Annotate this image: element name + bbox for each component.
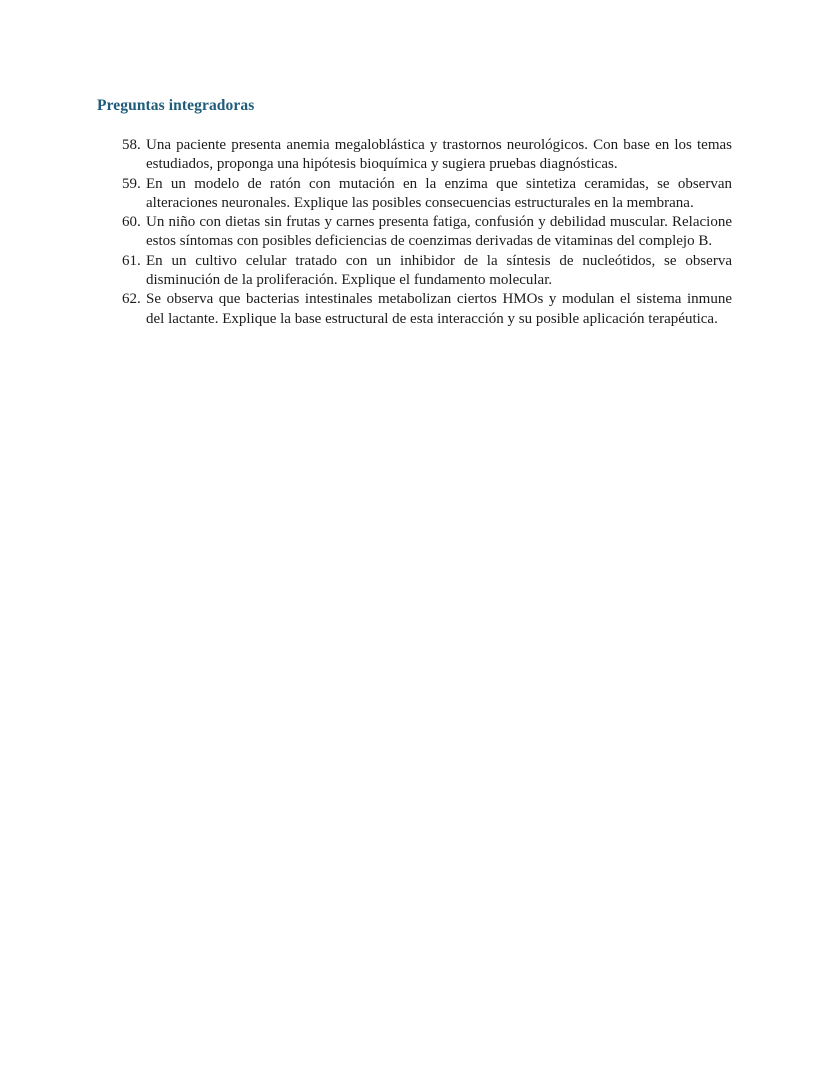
question-list xyxy=(97,136,732,329)
list-item xyxy=(122,136,732,175)
question-number: 60. xyxy=(122,214,141,231)
list-item xyxy=(122,175,732,214)
question-text: En un cultivo celular tratado con un inhibidor de la síntesis de nucleótidos, se observa disminución de la proliferación. Explique el fundamento molecular. xyxy=(146,252,732,289)
question-text: Un niño con dietas sin frutas y carnes presenta fatiga, confusión y debilidad muscular. Relacione estos síntomas con posibles deficiencias de coenzimas derivadas de vitaminas del complejo B. xyxy=(146,214,732,250)
list-item xyxy=(122,290,732,329)
question-number: 62. xyxy=(122,291,141,308)
question-text: Se observa que bacterias intestinales metabolizan ciertos HMOs y modulan el sistema inmune del lactante. Explique la base estructural de esta interacción y su posible aplicación terapéutica. xyxy=(146,291,732,327)
question-text: Una paciente presenta anemia megaloblástica y trastornos neurológicos. Con base en los temas estudiados, proponga una hipótesis bioquímica y sugiera pruebas diagnósticas. xyxy=(146,137,732,173)
list-item xyxy=(122,213,732,252)
question-number: 61. xyxy=(122,252,141,269)
question-number: 58. xyxy=(122,137,141,153)
question-text: En un modelo de ratón con mutación en la enzima que sintetiza ceramidas, se observan alteraciones neuronales. Explique las posibles consecuencias estructurales en la membrana. xyxy=(146,175,732,211)
section-heading: Preguntas integradoras xyxy=(97,97,255,114)
list-item xyxy=(122,252,732,291)
question-number: 59. xyxy=(122,175,141,192)
